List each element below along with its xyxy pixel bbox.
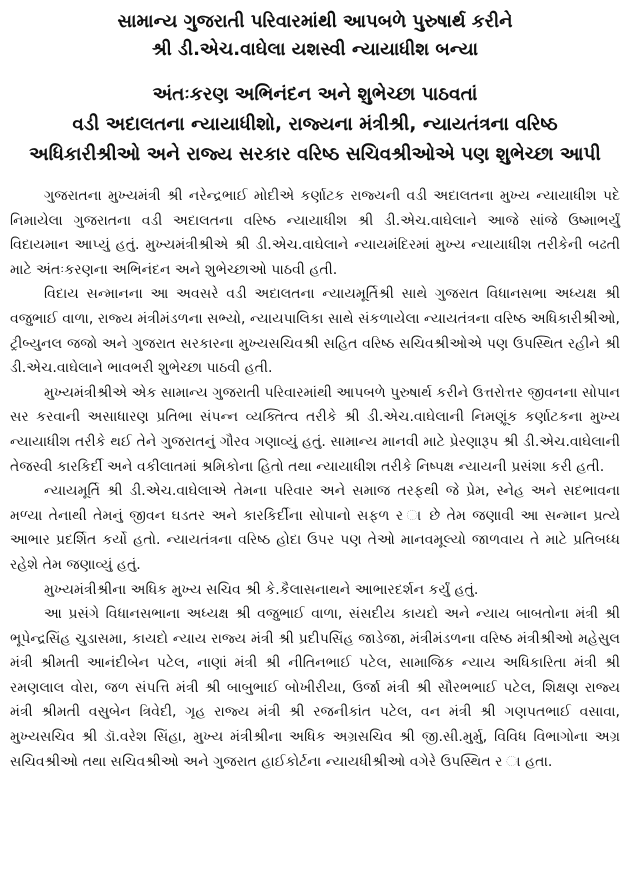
headline-line-1: સામાન્ય ગુજરાતી પરિવારમાંથી આપબળે પુરુષાર્થ કરીને: [117, 11, 513, 32]
paragraph-justice-response: ન્યાયમૂર્તિ શ્રી ડી.એચ.વાઘેલાએ તેમના પરિવાર અને સમાજ તરફથી જે પ્રેમ, સ્નેહ અને સદભાવના મળ્યા તેનાથી તેમનું જીવન ઘડતર અને કારકિર્દીના સોપાનો સફળ ર ા છે તેમ જણાવી આ સન્માન પ્રત્યે આભાર પ્રદર્શિત કર્યો હતો. ન્યાયતંત્રના વરિષ્ઠ હોદા ઉપર પણ તેઓ માનવમૂલ્યો જાળવાય તે માટે પ્રતિબધ્ધ રહેશે તેમ જણાવ્યું હતું.: [10, 483, 620, 573]
main-headline: [10, 8, 620, 64]
paragraph-attendees: આ પ્રસંગે વિધાનસભાના અધ્યક્ષ શ્રી વજુભાઈ વાળા, સંસદીય કાયદો અને ન્યાય બાબતોના મંત્રી શ્રી ભૂપેન્દ્રસિંહ ચુડાસમા, કાયદો ન્યાય રાજ્ય મંત્રી શ્રી પ્રદીપસિંહ જાડેજા, મંત્રીમંડળના વરિષ્ઠ મંત્રીશ્રીઓ મહેસુલ મંત્રી શ્રીમતી આનંદીબેન પટેલ, નાણાં મંત્રી શ્રી નીતિનભાઈ પટેલ, સામાજિક ન્યાય અધિકારિતા મંત્રી શ્રી રમણલાલ વોરા, જળ સંપત્તિ મંત્રી શ્રી બાબુભાઈ બોખીરીયા, ઉર્જા મંત્રી શ્રી સૌરભભાઈ પટેલ, શિક્ષણ રાજ્ય મંત્રી શ્રીમતી વસુબેન ત્રિવેદી, ગૃહ રાજ્ય મંત્રી શ્રી રજનીકાંત પટેલ, વન મંત્રી શ્રી ગણપતભાઈ વસાવા, મુખ્યસચિવ શ્રી ડૉ.વરેશ સિંહા, મુખ્ય મંત્રીશ્રીના અધિક અગ્રસચિવ શ્રી જી.સી.મુર્મુ, વિવિધ વિભાગોના અગ્ર સચિવશ્રીઓ તથા સચિવશ્રીઓ અને ગુજરાત હાઈકોર્ટના ન્યાયધીશ્રીઓ વગેરે ઉપસ્થિત ર ા હતા.: [10, 606, 620, 770]
article-body: [10, 184, 620, 774]
paragraph-ceremony: વિદાય સન્માનના આ અવસરે વડી અદાલતના ન્યાયમૂર્તિશ્રી સાથે ગુજરાત વિધાનસભા અધ્યક્ષ શ્રી વજુભાઈ વાળા, રાજ્ય મંત્રીમંડળના સભ્યો, ન્યાયપાલિકા સાથે સંકળાયેલા ન્યાયતંત્રના વરિષ્ઠ અધિકારીશ્રીઓ, ટ્રીબ્યુનલ જજો અને ગુજરાત સરકારના મુખ્યસચિવશ્રી સહિત વરિષ્ઠ સચિવશ્રીઓએ પણ ઉપસ્થિત રહીને શ્રી ડી.એચ.વાઘેલાને ભાવભરી શુભેચ્છા પાઠવી હતી.: [10, 286, 620, 377]
paragraph-cm-praise: મુખ્યમંત્રીશ્રીએ એક સામાન્ય ગુજરાતી પરિવારમાંથી આપબળે પુરુષાર્થ કરીને ઉત્તરોત્તર જીવનના સોપાન સર કરવાની અસાધારણ પ્રતિભા સંપન્ન વ્યક્તિત્વ તરીકે શ્રી ડી.એચ.વાઘેલાની નિમણૂંક કર્ણાટકના મુખ્ય ન્યાયાધીશ તરીકે થઈ તેને ગુજરાતનું ગૌરવ ગણાવ્યું હતું. સામાન્ય માનવી માટે પ્રેરણારૂપ શ્રી ડી.એચ.વાઘેલાની તેજસ્વી કારકિર્દી અને વકીલાતમાં શ્રમિકોના હિતો તથા ન્યાયાધીશ તરીકે નિષ્પક્ષ ન્યાયની પ્રસંશા કરી હતી.: [10, 384, 620, 475]
subheadline-line-1: અંતઃકરણ અભિનંદન અને શુભેચ્છા પાઠવતાં: [152, 84, 478, 105]
subheadline-line-2: વડી અદાલતના ન્યાયાધીશો, રાજ્યના મંત્રીશ્રી, ન્યાયતંત્રના વરિષ્ઠ: [72, 114, 558, 135]
headline-line-2: શ્રી ડી.એચ.વાઘેલા યશસ્વી ન્યાયાધીશ બન્યા: [151, 39, 479, 60]
paragraph-farewell: ગુજરાતના મુખ્યમંત્રી શ્રી નરેન્દ્રભાઈ મોદીએ કર્ણાટક રાજ્યની વડી અદાલતના મુખ્ય ન્યાયાધીશ પદે નિમાયેલા ગુજરાતના વડી અદાલતના વરિષ્ઠ ન્યાયાધીશ શ્રી ડી.એચ.વાઘેલાને આજે સાંજે ઉષ્માભર્યું વિદાયમાન આપ્યું હતું. મુખ્યમંત્રીશ્રીએ શ્રી ડી.એચ.વાઘેલાને ન્યાયમંદિરમાં મુખ્ય ન્યાયાધીશ તરીકેની બઢતી માટે અંતઃકરણના અભિનંદન અને શુભેચ્છાઓ પાઠવી હતી.: [10, 188, 620, 278]
subheadline-line-3: અધિકારીશ્રીઓ અને રાજ્ય સરકાર વરિષ્ઠ સચિવશ્રીઓએ પણ શુભેચ્છા આપી: [29, 144, 601, 165]
sub-headline: [10, 80, 620, 170]
paragraph-vote-of-thanks: મુખ્યમંત્રીશ્રીના અધિક મુખ્ય સચિવ શ્રી કે.કૈલાસનાથને આભારદર્શન કર્યું હતું.: [44, 581, 479, 598]
